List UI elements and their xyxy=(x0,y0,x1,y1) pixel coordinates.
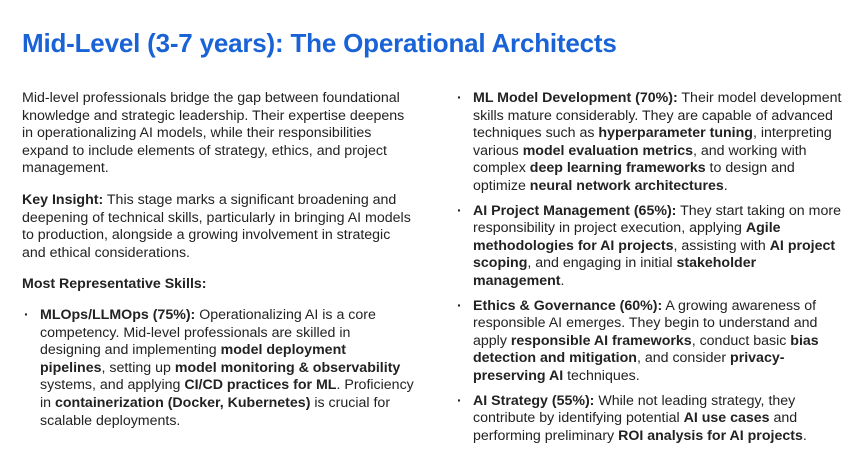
right-column xyxy=(455,90,850,452)
left-column xyxy=(22,90,414,437)
skill-emphasis: AI project scoping xyxy=(473,237,836,272)
skill-text: to design and optimize xyxy=(473,160,795,194)
skill-text: While not leading strategy, they contribute by identifying potential xyxy=(473,392,796,427)
key-insight-paragraph xyxy=(22,192,414,262)
skill-text: . xyxy=(560,272,565,289)
skill-emphasis: ML Model Development (70%): xyxy=(473,90,678,106)
bullet-marker: · xyxy=(457,202,462,219)
skill-text: , and working with complex xyxy=(473,142,807,177)
skill-text: , and engaging in initial xyxy=(527,255,677,272)
key-insight-label: Key Insight: xyxy=(22,191,104,208)
skill-text: A growing awareness of responsible AI emerges. They begin to understand and apply xyxy=(473,297,818,349)
skill-item xyxy=(455,298,850,386)
skill-emphasis: deep learning frameworks xyxy=(529,160,706,177)
bullet-marker: · xyxy=(24,306,29,323)
skill-emphasis: stakeholder management xyxy=(473,255,757,289)
skills-heading: Most Representative Skills: xyxy=(22,276,207,293)
skill-emphasis: AI use cases xyxy=(683,410,770,427)
bullet-marker: · xyxy=(457,297,462,314)
skill-emphasis: bias detection and mitigation xyxy=(473,332,819,367)
skill-emphasis: model evaluation metrics xyxy=(522,142,693,159)
skill-emphasis: ROI analysis for AI projects xyxy=(618,427,803,444)
skill-emphasis: containerization (Docker, Kubernetes) xyxy=(54,394,311,411)
skill-text: systems, and applying xyxy=(40,377,185,394)
page-title: Mid-Level (3-7 years): The Operational Architects xyxy=(22,28,617,58)
skills-list-left xyxy=(22,307,414,430)
skill-text: , assisting with xyxy=(673,237,770,254)
skill-text: , interpreting various xyxy=(473,125,832,159)
skill-item xyxy=(22,307,414,430)
skill-text: , conduct basic xyxy=(691,332,791,349)
skill-item xyxy=(455,90,850,196)
skill-emphasis: model monitoring & observability xyxy=(174,359,401,376)
skill-emphasis: responsible AI frameworks xyxy=(510,332,692,349)
skill-emphasis: model deployment pipelines xyxy=(40,342,346,376)
skill-item xyxy=(455,203,850,291)
bullet-marker: · xyxy=(457,90,462,106)
skill-text: . Proficiency in xyxy=(40,377,414,411)
skill-text: and performing preliminary xyxy=(473,410,798,444)
skill-item xyxy=(455,393,850,446)
skill-text: is crucial for scalable deployments. xyxy=(40,394,391,429)
skill-text: . xyxy=(802,427,807,444)
skill-emphasis: MLOps/LLMOps (75%): xyxy=(40,306,196,323)
skill-text: Their model development skills mature considerably. They are capable of advanced techniques such as xyxy=(473,90,842,142)
skill-emphasis: AI Strategy (55%): xyxy=(473,392,595,409)
key-insight-text: This stage marks a significant broadening and deepening of technical skills, particularly in bringing AI models to production, alongside a growing involvement in strategic and ethical considerations. xyxy=(22,191,411,261)
skill-emphasis: CI/CD practices for ML xyxy=(184,377,337,394)
skills-list-right xyxy=(455,90,850,445)
skill-text: , setting up xyxy=(101,359,175,376)
skill-emphasis: AI Project Management (65%): xyxy=(473,202,677,219)
bullet-marker: · xyxy=(457,392,462,409)
skill-text: Operationalizing AI is a core competency. Mid-level professionals are skilled in designing and implementing xyxy=(40,306,376,359)
skill-emphasis: Agile methodologies for AI projects xyxy=(473,220,781,254)
skill-emphasis: privacy-preserving AI xyxy=(473,350,785,384)
skill-emphasis: neural network architectures xyxy=(529,177,724,194)
skill-emphasis: hyperparameter tuning xyxy=(598,125,753,142)
skill-text: They start taking on more responsibility in project execution, applying xyxy=(473,202,841,237)
skill-text: . xyxy=(723,177,728,194)
intro-paragraph: Mid-level professionals bridge the gap between foundational knowledge and strategic leadership. Their expertise deepens in operationalizing AI models, while their responsibilities expand to include elements of strategy, ethics, and project management. xyxy=(22,90,405,177)
skill-emphasis: Ethics & Governance (60%): xyxy=(473,297,663,314)
skill-text: , and consider xyxy=(636,350,731,367)
skill-text: techniques. xyxy=(563,367,640,384)
